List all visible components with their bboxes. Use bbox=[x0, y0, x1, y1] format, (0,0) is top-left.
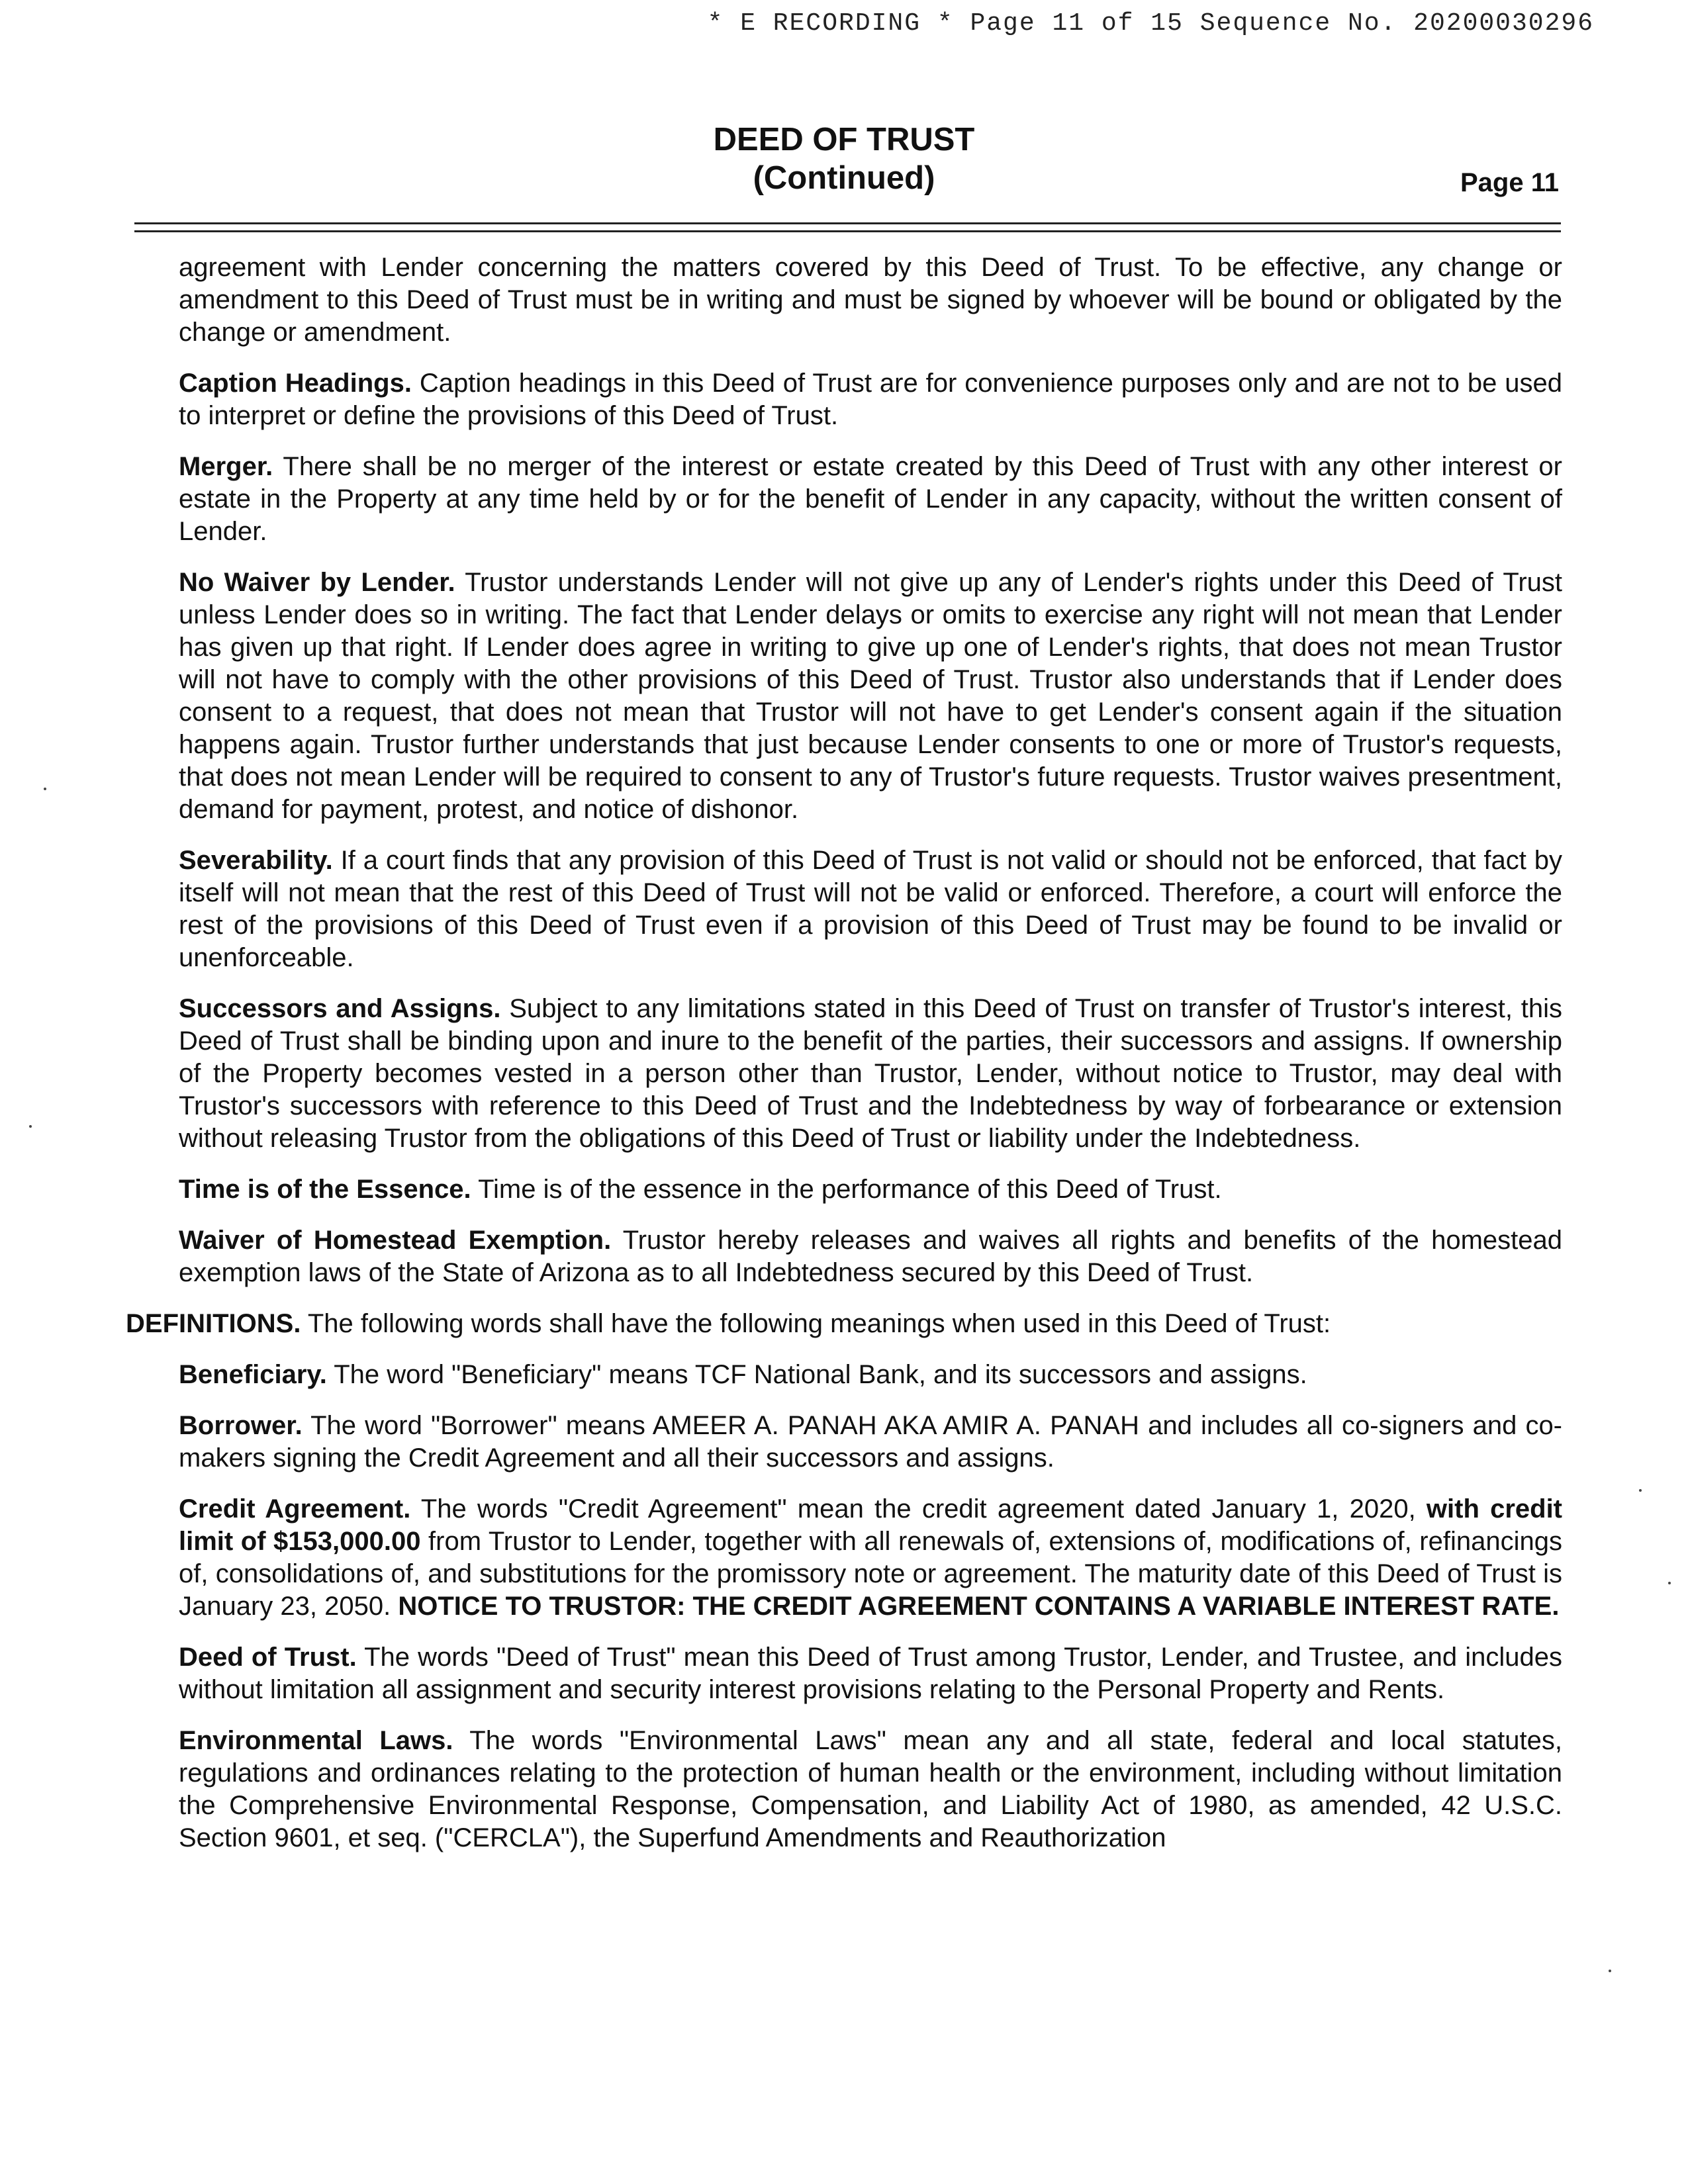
definition-beneficiary: Beneficiary. The word "Beneficiary" means TCF National Bank, and its successors and assigns. bbox=[179, 1360, 1307, 1389]
definition-heading: Environmental Laws. bbox=[179, 1726, 453, 1755]
paragraph-heading: Time is of the Essence. bbox=[179, 1175, 471, 1204]
definitions-heading: DEFINITIONS. bbox=[126, 1309, 301, 1338]
definition-environmental-laws: Environmental Laws. The words "Environmental Laws" mean any and all state, federal and local statutes, regulations and ordinances relating to the protection of human health or the environment, including without limitation the Comprehensive Environmental Response, Compensation, and Liability Act of 1980, as amended, 42 U.S.C. Section 9601, et seq. ("CERCLA"), the Superfund Amendments and Reauthorization bbox=[179, 1726, 1562, 1852]
paragraph-caption-headings: Caption Headings. Caption headings in this Deed of Trust are for convenience purposes only and are not to be used to interpret or define the provisions of this Deed of Trust. bbox=[179, 369, 1562, 430]
paragraph-heading: Caption Headings. bbox=[179, 369, 412, 398]
title-line: DEED OF TRUST bbox=[713, 122, 975, 158]
definition-heading: Beneficiary. bbox=[179, 1360, 327, 1389]
scan-speck bbox=[1609, 1970, 1611, 1972]
variable-rate-notice: NOTICE TO TRUSTOR: THE CREDIT AGREEMENT CONTAINS A VARIABLE INTEREST RATE. bbox=[398, 1592, 1560, 1621]
definition-heading: Borrower. bbox=[179, 1411, 303, 1440]
paragraph-merger: Merger. There shall be no merger of the interest or estate created by this Deed of Trust with any other interest or estate in the Property at any time held by or for the benefit of Lender in any capacity, without the written consent of Lender. bbox=[179, 452, 1563, 546]
definition-heading: Deed of Trust. bbox=[179, 1643, 357, 1672]
paragraph-heading: Successors and Assigns. bbox=[179, 994, 501, 1023]
paragraph-severability: Severability. If a court finds that any provision of this Deed of Trust is not valid or should not be enforced, that fact by itself will not mean that the rest of this Deed of Trust will not be valid or enforced. Therefore, a court will enforce the rest of the provisions of this Deed of Trust even if a provision of this Deed of Trust may be found to be invalid or unenforceable. bbox=[179, 846, 1562, 972]
paragraph-homestead: Waiver of Homestead Exemption. Trustor hereby releases and waives all rights and benefits of the homestead exemption laws of the State of Arizona as to all Indebtedness secured by this Deed of Trust. bbox=[179, 1226, 1562, 1287]
title-continued: (Continued) bbox=[753, 160, 935, 196]
definition-deed-of-trust: Deed of Trust. The words "Deed of Trust" mean this Deed of Trust among Trustor, Lender, and Trustee, and includes without limitation all assignment and security interest provisions relating to the Personal Property and Rents. bbox=[179, 1643, 1563, 1704]
definition-borrower: Borrower. The word "Borrower" means AMEER A. PANAH AKA AMIR A. PANAH and includes all co-signers and co-makers signing the Credit Agreement and all their successors and assigns. bbox=[179, 1411, 1563, 1473]
recording-header: * E RECORDING * Page 11 of 15 Sequence No. 20200030296 bbox=[707, 9, 1594, 38]
document-body bbox=[126, 251, 1562, 1873]
definition-heading: Credit Agreement. bbox=[179, 1494, 411, 1524]
header-rule bbox=[134, 230, 1561, 232]
paragraph-no-waiver: No Waiver by Lender. Trustor understands Lender will not give up any of Lender's rights under this Deed of Trust unless Lender does so in writing. The fact that Lender delays or omits to exercise any right will not mean that Lender has given up that right. If Lender does agree in writing to give up one of Lender's rights, that does not mean Trustor will not have to comply with the other provisions of this Deed of Trust. Trustor also understands that if Lender does consent to a request, that does not mean that Trustor will not have to get Lender's consent again if the situation happens again. Trustor further understands that just because Lender consents to one or more of Trustor's requests, that does not mean Lender will be required to consent to any of Trustor's future requests. Trustor waives presentment, demand for payment, protest, and notice of dishonor. bbox=[179, 568, 1563, 824]
scan-speck bbox=[44, 788, 46, 790]
paragraph-heading: Severability. bbox=[179, 846, 333, 875]
definition-credit-agreement: Credit Agreement. The words "Credit Agreement" mean the credit agreement dated January 1, 2020, with credit limit of $153,000.00 from Trustor to Lender, together with all renewals of, extensions of, modifications of, refinancings of, consolidations of, and substitutions for the promissory note or agreement. The maturity date of this Deed of Trust is January 23, 2050. NOTICE TO TRUSTOR: THE CREDIT AGREEMENT CONTAINS A VARIABLE INTEREST RATE. bbox=[179, 1494, 1563, 1621]
paragraph-successors: Successors and Assigns. Subject to any limitations stated in this Deed of Trust on transfer of Trustor's interest, this Deed of Trust shall be binding upon and inure to the benefit of the parties, their successors and assigns. If ownership of the Property becomes vested in a person other than Trustor, Lender, without notice to Trustor, may deal with Trustor's successors with reference to this Deed of Trust and the Indebtedness by way of forbearance or extension without releasing Trustor from the obligations of this Deed of Trust or liability under the Indebtedness. bbox=[179, 994, 1562, 1153]
paragraph-heading: Waiver of Homestead Exemption. bbox=[179, 1226, 612, 1255]
paragraph-time-essence: Time is of the Essence. Time is of the essence in the performance of this Deed of Trust. bbox=[179, 1175, 1222, 1204]
credit-limit: with credit limit of $153,000.00 bbox=[179, 1494, 1563, 1556]
scan-speck bbox=[1668, 1582, 1671, 1584]
paragraph-heading: No Waiver by Lender. bbox=[179, 568, 455, 597]
scan-speck bbox=[1639, 1489, 1642, 1492]
paragraph: agreement with Lender concerning the matters covered by this Deed of Trust. To be effective, any change or amendment to this Deed of Trust must be in writing and must be signed by whoever will be bound or obligated by the change or amendment. bbox=[179, 253, 1562, 347]
paragraph-heading: Merger. bbox=[179, 452, 273, 481]
definitions-intro: DEFINITIONS. The following words shall have the following meanings when used in this Deed of Trust: bbox=[126, 1309, 1331, 1338]
document-title bbox=[0, 120, 1688, 197]
page-label: Page 11 bbox=[1460, 168, 1559, 197]
header-rule bbox=[134, 222, 1561, 224]
scan-speck bbox=[29, 1125, 32, 1128]
